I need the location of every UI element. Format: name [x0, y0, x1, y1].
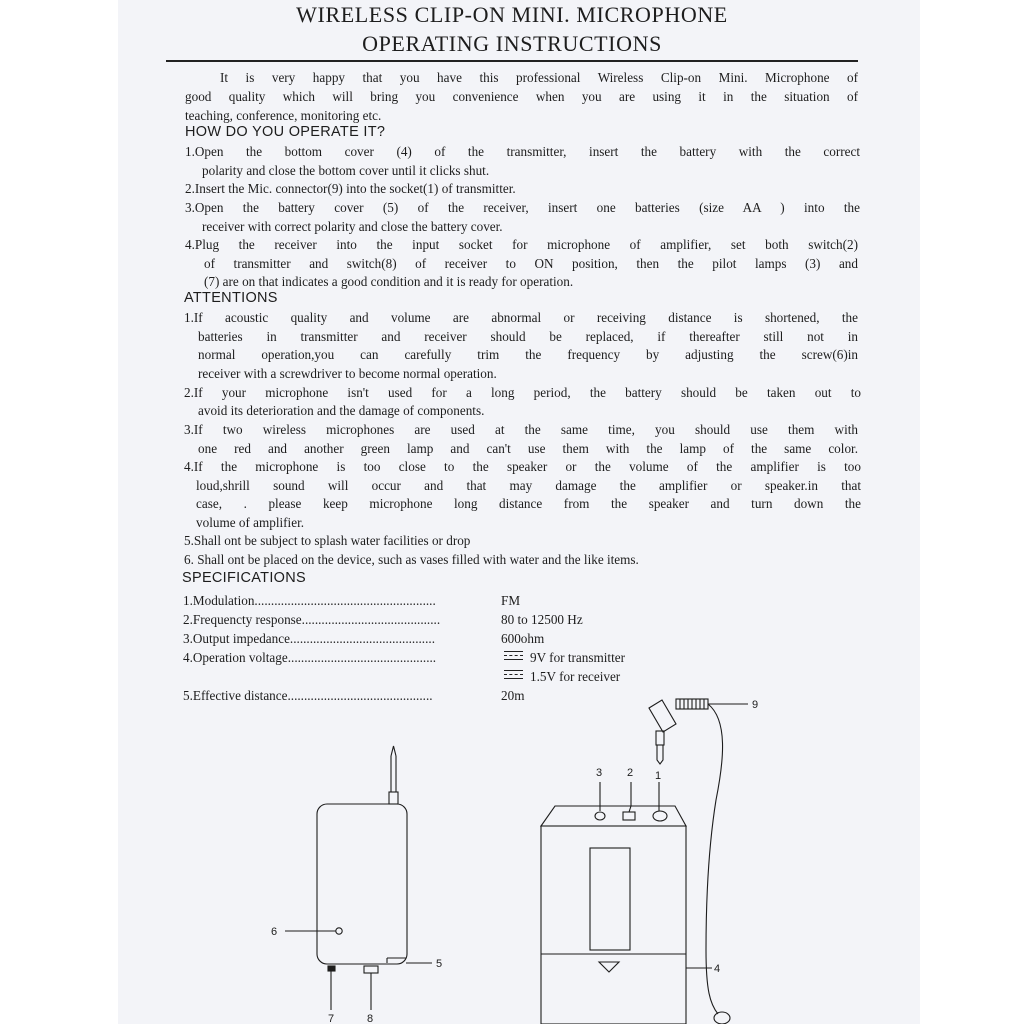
attention-line: case, . please keep microphone long distance from the speaker and turn down the: [196, 496, 861, 511]
attention-line: 3.If two wireless microphones are used at the same time, you should use them with: [184, 422, 858, 437]
label-7: 7: [328, 1013, 335, 1024]
label-2: 2: [627, 767, 634, 779]
spec-value: 1.5V for receiver: [504, 669, 620, 685]
intro-line: teaching, conference, monitoring etc.: [185, 108, 382, 123]
specifications-heading: SPECIFICATIONS: [182, 570, 306, 586]
screw-6-icon: [336, 928, 342, 934]
label-3: 3: [596, 767, 603, 779]
label-8: 8: [367, 1013, 374, 1024]
attentions-heading: ATTENTIONS: [184, 290, 278, 306]
intro-line: It is very happy that you have this professional Wireless Clip-on Mini. Microphone of: [220, 70, 858, 85]
label-4: 4: [714, 963, 721, 975]
spec-label: 1.Modulation.......................................................: [183, 593, 436, 608]
operate-line: 3.Open the battery cover (5) of the receiver, insert one batteries (size AA ) into the: [185, 200, 860, 215]
operate-line: receiver with correct polarity and close the battery cover.: [202, 219, 503, 234]
attention-line: receiver with a screwdriver to become normal operation.: [198, 366, 497, 381]
operate-line: 1.Open the bottom cover (4) of the transmitter, insert the battery with the correct: [185, 144, 860, 159]
spec-value: 600ohm: [501, 631, 545, 646]
attention-line: batteries in transmitter and receiver should be replaced, if thereafter still not in: [198, 329, 858, 344]
intro-line: good quality which will bring you convenience when you are using it in the situation of: [185, 89, 858, 104]
spec-label: 4.Operation voltage.............................................: [183, 650, 437, 665]
attention-line: 1.If acoustic quality and volume are abnormal or receiving distance is shortened, the: [184, 310, 858, 325]
operate-line: 4.Plug the receiver into the input socket for microphone of amplifier, set both switch(2): [185, 237, 858, 252]
document-subtitle: OPERATING INSTRUCTIONS: [362, 31, 662, 56]
document-title: WIRELESS CLIP-ON MINI. MICROPHONE: [296, 2, 728, 27]
spec-label: 5.Effective distance............................................: [183, 688, 433, 703]
receiver-drawing: [285, 746, 432, 1010]
switch-2-icon: [623, 812, 635, 820]
operate-line: 2.Insert the Mic. connector(9) into the socket(1) of transmitter.: [185, 181, 516, 196]
spec-label: 2.Frequencty response..........................................: [183, 612, 441, 627]
spec-value: 80 to 12500 Hz: [501, 612, 583, 627]
transmitter-drawing: [541, 699, 748, 1024]
operate-heading: HOW DO YOU OPERATE IT?: [185, 124, 386, 140]
label-1: 1: [655, 770, 662, 782]
lamp-3-icon: [595, 812, 605, 820]
label-5: 5: [436, 958, 443, 970]
spec-value: FM: [501, 593, 521, 608]
attention-line: one red and another green lamp and can't use them with the lamp of the same color.: [198, 441, 858, 456]
attention-line: normal operation,you can carefully trim the frequency by adjusting the screw(6)in: [198, 347, 858, 362]
spec-value: 20m: [501, 688, 525, 703]
operate-line: (7) are on that indicates a good condition and it is ready for operation.: [204, 274, 574, 289]
attention-line: 2.If your microphone isn't used for a long period, the battery should be taken out to: [184, 385, 861, 400]
attention-line: 6. Shall ont be placed on the device, such as vases filled with water and the like items.: [184, 552, 639, 567]
attention-line: 4.If the microphone is too close to the speaker or the volume of the amplifier is too: [184, 459, 861, 474]
attention-line: loud,shrill sound will occur and that may damage the amplifier or speaker.in that: [196, 478, 861, 493]
label-9: 9: [752, 699, 759, 711]
attention-line: 5.Shall ont be subject to splash water facilities or drop: [184, 533, 471, 548]
label-6: 6: [271, 926, 278, 938]
attention-line: avoid its deterioration and the damage of components.: [198, 403, 485, 418]
spec-value: 9V for transmitter: [504, 650, 625, 666]
operate-line: polarity and close the bottom cover until it clicks shut.: [202, 163, 490, 178]
operate-line: of transmitter and switch(8) of receiver to ON position, then the pilot lamps (3) and: [204, 256, 858, 271]
spec-label: 3.Output impedance............................................: [183, 631, 435, 646]
attention-line: volume of amplifier.: [196, 515, 305, 530]
socket-1-icon: [653, 811, 667, 821]
